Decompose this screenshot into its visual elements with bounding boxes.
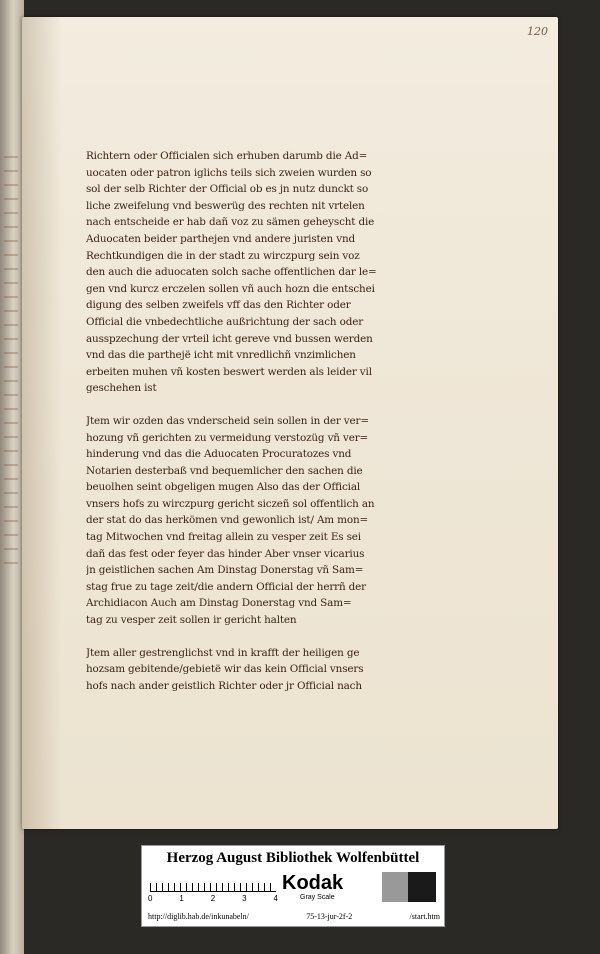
- shelfmark: 75-13-jur-2f-2: [306, 912, 353, 921]
- text-line: liche zweifelung vnd beswerüg des rechten nit vrtelen: [86, 199, 365, 212]
- ruler-number: 4: [273, 894, 278, 903]
- text-line: Jtem aller gestrenglichst vnd in krafft der heiligen ge: [86, 646, 360, 659]
- text-line: hozsam gebitende/gebietë wir das kein Official vnsers: [86, 663, 364, 676]
- text-line: den auch die aduocaten solch sache offentlichen dar le=: [86, 266, 377, 279]
- left-page-edge: [0, 0, 24, 954]
- text-line: sol der selb Richter der Official ob es jn nutz dunckt so: [86, 183, 369, 196]
- ruler-numbers: [148, 894, 278, 903]
- ruler-number: 0: [148, 894, 153, 903]
- text-line: geschehen ist: [86, 382, 157, 395]
- text-line: uocaten oder patron iglichs teils sich zweien wurden so: [86, 166, 372, 179]
- text-line: Notarien desterbaß vnd bequemlicher den sachen die: [86, 464, 363, 477]
- text-line: tag zu vesper zeit sollen ir gericht halten: [86, 614, 297, 627]
- text-line: dañ das fest oder feyer das hinder Aber vnser vicarius: [86, 547, 365, 560]
- spine-text-fragment: [4, 150, 18, 570]
- gray-swatch: [382, 872, 408, 902]
- digilib-url: http://diglib.hab.de/inkunabeln/: [148, 912, 249, 921]
- text-line: Jtem wir ozden das vnderscheid sein sollen in der ver=: [86, 414, 369, 427]
- text-line: Aduocaten beider parthejen vnd andere juristen vnd: [86, 232, 356, 245]
- file-path: /start.htm: [409, 912, 440, 921]
- text-line: Richtern oder Officialen sich erhuben darumb die Ad=: [86, 150, 368, 162]
- text-line: der stat do das herkömen vnd gewonlich ist/ Am mon=: [86, 514, 369, 527]
- ruler-number: 1: [179, 894, 184, 903]
- text-line: stag frue zu tage zeit/die andern Official der herrñ der: [86, 580, 366, 593]
- document-page: [22, 17, 558, 829]
- text-line: Rechtkundigen die in der stadt zu wirczpurg sein voz: [86, 249, 360, 262]
- strip-footer: [148, 912, 440, 921]
- text-line: ausspzechung der vrteil icht gereve vnd bussen werden: [86, 332, 373, 345]
- text-line: tag Mitwochen vnd freitag allein zu vesper zeit Es sei: [86, 531, 361, 544]
- text-line: vnsers hofs zu wirczpurg gericht siczeñ sol offentlich an: [86, 497, 375, 510]
- ruler-number: 2: [210, 894, 216, 903]
- black-swatch: [408, 872, 436, 902]
- text-line: hofs nach ander geistlich Richter oder jr Official nach: [86, 679, 362, 692]
- text-line: Archidiacon Auch am Dinstag Donerstag vnd Sam=: [86, 597, 352, 610]
- ruler-number: 3: [242, 894, 247, 903]
- text-line: Official die vnbedechtliche außrichtung der sach oder: [86, 315, 364, 328]
- text-line: gen vnd kurcz erczelen sollen vñ auch hozn die entschei: [86, 282, 375, 295]
- paragraph-gap: [86, 629, 438, 645]
- text-line: nach entscheide er hab dañ voz zu sämen geheyscht die: [86, 216, 375, 229]
- text-line: beuolhen seint obgeligen mugen Also das der Official: [86, 481, 361, 494]
- text-line: hozung vñ gerichten zu vermeidung verstozüg vñ ver=: [86, 431, 369, 444]
- text-block: [86, 148, 438, 694]
- library-name: Herzog August Bibliothek Wolfenbüttel: [166, 850, 420, 866]
- ruler-scale: [150, 872, 276, 892]
- text-line: hinderung vnd das die Aduocaten Procuratozes vnd: [86, 448, 352, 461]
- paragraph-gap: [86, 397, 438, 413]
- gray-scale-label: Gray Scale: [300, 894, 335, 901]
- folio-number: 120: [527, 25, 548, 38]
- text-line: digung des selben zweifels vff das den Richter oder: [86, 299, 351, 312]
- kodak-logo: Kodak: [282, 872, 344, 894]
- library-color-strip: [141, 845, 445, 927]
- text-line: erbeiten muhen vñ kosten beswert werden als leider vil: [86, 365, 372, 378]
- text-line: jn geistlichen sachen Am Dinstag Donerstag vñ Sam=: [86, 564, 364, 577]
- text-line: vnd das die parthejë icht mit vnredlichñ vnzimlichen: [86, 349, 356, 362]
